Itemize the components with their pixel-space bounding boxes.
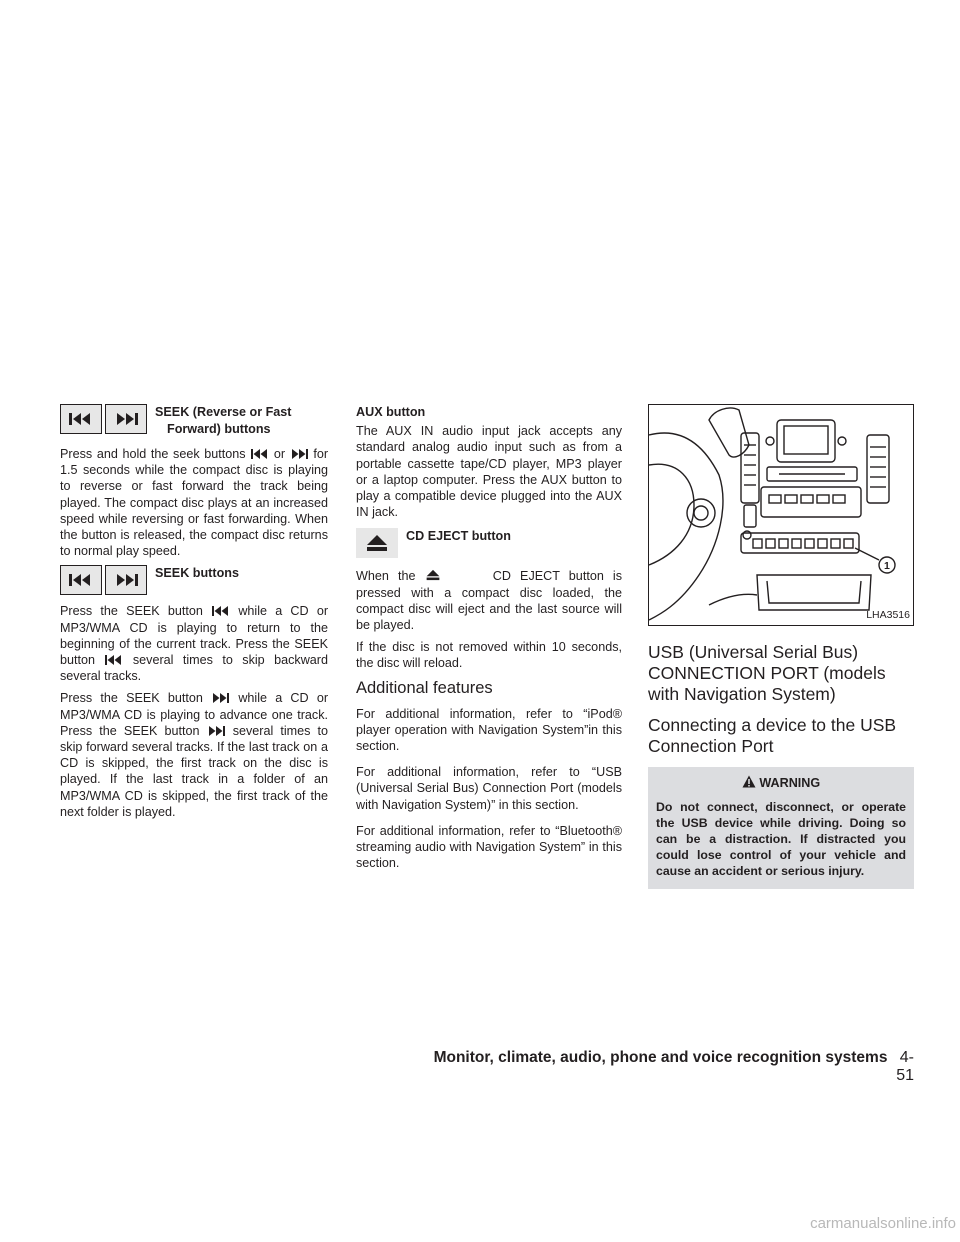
eject-icon (366, 534, 388, 552)
seek-rev-ff-label-line1: SEEK (Reverse or Fast (155, 405, 292, 419)
seek-forward-icon (212, 693, 229, 703)
additional-ipod: For additional information, refer to “iPod® player operation with Navigation System”in this section. (356, 706, 622, 754)
text-fragment: When the (356, 569, 416, 584)
text-fragment: CD EJECT button is pressed with a compact disc loaded, the compact disc will eject and the last source will be played. (356, 569, 623, 633)
column-left (60, 404, 328, 826)
seek-forward-button-graphic (105, 404, 147, 434)
additional-features-heading: Additional features (356, 678, 493, 697)
additional-bluetooth: For additional information, refer to “Bluetooth® streaming audio with Navigation System” in this section. (356, 823, 622, 871)
seek-label: SEEK buttons (155, 566, 239, 581)
warning-header (656, 775, 906, 791)
footer-section-title: Monitor, climate, audio, phone and voice recognition systems (433, 1049, 888, 1066)
paragraph-seek-hold (60, 446, 328, 559)
text-fragment: Press the SEEK button (60, 691, 203, 706)
warning-title: WARNING (759, 776, 821, 790)
seek-forward-icon (208, 726, 225, 736)
eject-icon (426, 569, 440, 581)
eject-heading (356, 528, 622, 558)
page-footer (420, 1049, 914, 1085)
text-fragment: for 1.5 seconds while the compact disc is playing to reverse or fast forward the track being played. The compact disc plays at an increased speed while reversing or fast forwarding. When the button is released, the compact disc returns to normal play speed. (60, 447, 329, 559)
text-fragment: several times to skip forward several tracks. If the last track on a CD is skipped, the first track on the disc is played. If the last track in a folder of an MP3/WMA CD is skipped, the first track of the next folder is played. (60, 723, 329, 819)
seek-reverse-button-graphic (60, 565, 102, 595)
column-right (648, 404, 914, 889)
seek-reverse-icon (251, 449, 268, 459)
column-middle (356, 404, 622, 877)
seek-forward-icon (291, 449, 308, 459)
paragraph-seek-forward (60, 690, 328, 820)
warning-text: Do not connect, disconnect, or operate the USB device while driving. Doing so can be a distraction. If distracted you could lose control of your vehicle and cause an accident or serious injury. (656, 800, 906, 879)
aux-heading: AUX button (356, 405, 426, 419)
page-number: 4-51 (896, 1049, 914, 1084)
seek-reverse-icon (105, 655, 122, 665)
seek-forward-icon (113, 573, 139, 587)
usb-port-illustration (648, 404, 914, 626)
watermark: carmanualsonline.info (810, 1215, 956, 1232)
text-fragment: Press and hold the seek buttons (60, 447, 246, 461)
text-fragment: or (273, 447, 286, 461)
seek-heading (60, 565, 328, 595)
seek-reverse-button-graphic (60, 404, 102, 434)
seek-rev-ff-heading (60, 404, 328, 438)
text-fragment: while a CD or MP3/WMA CD is playing to return to the beginning of the current track. Press the SEEK button (60, 604, 329, 668)
seek-reverse-icon (68, 573, 94, 587)
seek-reverse-icon (212, 606, 229, 616)
seek-reverse-icon (68, 412, 94, 426)
warning-box (648, 767, 914, 889)
eject-paragraph (356, 568, 622, 633)
eject-reload-paragraph: If the disc is not removed within 10 seconds, the disc will reload. (356, 640, 622, 671)
figure-label: LHA3516 (866, 608, 910, 621)
dashboard-drawing (649, 405, 913, 625)
aux-paragraph: The AUX IN audio input jack accepts any standard analog audio input such as from a portable cassette tape/CD player, MP3 player or a laptop computer. Press the AUX button to play a compatible device plugged into the AUX IN jack. (356, 424, 622, 520)
additional-usb: For additional information, refer to “USB (Universal Serial Bus) Connection Port (models with Navigation System)” in this section. (356, 765, 622, 812)
text-fragment: several times to skip backward several tracks. (60, 653, 329, 684)
callout-number: 1 (884, 560, 890, 572)
usb-section-heading: USB (Universal Serial Bus) CONNECTION PORT (models with Navigation System) (648, 642, 886, 704)
seek-rev-ff-label (155, 404, 292, 438)
eject-label: CD EJECT button (406, 529, 511, 544)
seek-rev-ff-label-line2: Forward) buttons (167, 422, 271, 436)
seek-forward-icon (113, 412, 139, 426)
text-fragment: Press the SEEK button (60, 604, 203, 619)
connect-device-heading: Connecting a device to the USB Connection Port (648, 715, 897, 756)
eject-button-graphic (356, 528, 398, 558)
seek-forward-button-graphic (105, 565, 147, 595)
warning-triangle-icon (742, 775, 756, 788)
text-fragment: while a CD or MP3/WMA CD is playing to advance one track. Press the SEEK button (60, 691, 329, 738)
paragraph-seek-back (60, 603, 328, 684)
